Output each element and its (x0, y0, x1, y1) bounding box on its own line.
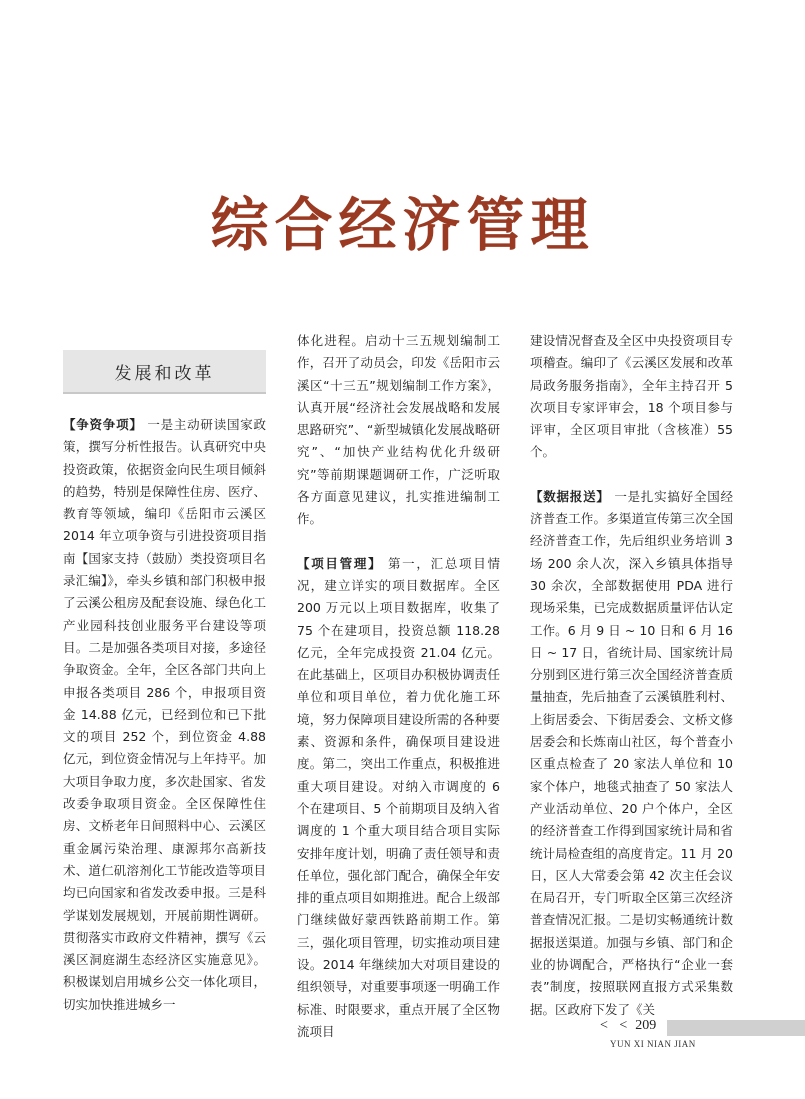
footer-bar (667, 1020, 805, 1036)
paragraph-project-management (297, 553, 500, 1044)
yearbook-name: YUN XI NIAN JIAN (610, 1039, 696, 1049)
text-column-3 (530, 330, 733, 1021)
section-heading (63, 350, 266, 394)
paragraph-continuation: 体化进程。启动十三五规划编制工作，召开了动员会，印发《岳阳市云溪区“十三五”规划编制工作方案》，认真开展“经济社会发展战略和发展思路研究”、“新型城镇化发展战略研究”、“加快产业结构优化升级研究”等前期课题调研工作，广泛听取各方面意见建议，扎实推进编制工作。 (297, 333, 500, 527)
paragraph-body: 第一，汇总项目情况，建立详实的项目数据库。全区 200 万元以上项目数据库，收集了 75 个在建项目，投资总额 118.28 亿元，全年完成投资 21.04 亿元。在此基础上，区项目办积极协调责任单位和项目单位，着力优化施工环境，努力保障项目建设所需的各种要素、资源和条件，确保项目建设进度。第二，突出工作重点，积极推进重大项目建设。对纳入市调度的 6 个在建项目、5 个前期项目及纳入省调度的 1 个重大项目结合项目实际安排年度计划，明确了责任领导和责任单位，强化部门配合，确保全年安排的重点项目如期推进。配合上级部门继续做好蒙西铁路前期工作。第三，强化项目管理，切实推动项目建设。2014 年继续加大对项目建设的组织领导，对重要事项逐一明确工作标准、时限要求，重点开展了全区物流项目 (297, 555, 500, 1039)
text-column-1 (63, 414, 266, 1016)
paragraph-body: 一是扎实搞好全国经济普查工作。多渠道宣传第三次全国经济普查工作，先后组织业务培训 3 场 200 余人次，深入乡镇具体指导 30 余次，全部数据使用 PDA 进行现场采集，已完成数据质量评估认定工作。6 月 9 日 ~ 10 日和 6 月 16 日 ~ 17 日，省统计局、国家统计局分别到区进行第三次全国经济普查质量抽查，先后抽查了云溪镇胜利村、上街居委会、下街居委会、文桥文修居委会和长炼南山社区，每个普查小区重点检查了 20 家法人单位和 10 家个体户，地毯式抽查了 50 家法人产业活动单位、20 户个体户，全区的经济普查工作得到国家统计局和省统计局检查组的高度肯定。11 月 20 日，区人大常委会第 42 次主任会议在局召开，专门听取全区第三次经济普查情况汇报。二是切实畅通统计数据报送渠道。加强与乡镇、部门和企业的协调配合，严格执行“企业一套表”制度，按照联网直报方式采集数据。区政府下发了《关 (530, 488, 733, 1017)
section-heading-label: 发展和改革 (114, 363, 215, 384)
page-number (600, 1018, 667, 1034)
page-number-value: 209 (635, 1018, 657, 1033)
paragraph-body: 一是主动研读国家政策，撰写分析性报告。认真研究中央投资政策，依据资金向民生项目倾斜的趋势，特别是保障性住房、医疗、教育等领域，编印《岳阳市云溪区 2014 年立项争资与引进投资项目指南【国家支持（鼓励）类投资项目名录汇编】》，牵头乡镇和部门积极申报了云溪公租房及配套设施、绿色化工产业园科技创业服务平台建设等项目。二是加强各类项目对接，多途径争取资金。全年，全区各部门共向上申报各类项目 286 个，申报项目资金 14.88 亿元，已经到位和已下批文的项目 252 个，到位资金 4.88 亿元，到位资金情况与上年持平。加大项目争取力度，多次赴国家、省发改委争取项目资金。全区保障性住房、文桥老年日间照料中心、云溪区重金属污染治理、康源邦尔高新技术、道仁矶溶剂化工节能改造等项目均已向国家和省发改委申报。三是科学谋划发展规划，开展前期性调研。贯彻落实市政府文件精神，撰写《云溪区洞庭湖生态经济区实施意见》。积极谋划启用城乡公交一体化项目，切实加快推进城乡一 (63, 417, 266, 1012)
paragraph-continuation: 建设情况督查及全区中央投资项目专项稽查。编印了《云溪区发展和改革局政务服务指南》，全年主持召开 5 次项目专家评审会，18 个项目参与评审，全区项目审批（含核准）55 个。 (530, 333, 733, 460)
page-title: 综合经济管理 (210, 191, 595, 259)
paragraph-fund-projects (63, 414, 266, 1016)
text-column-2 (297, 330, 500, 1043)
paragraph-data-reporting (530, 486, 733, 1021)
paragraph-tag: 【项目管理】 (297, 555, 383, 571)
paragraph-tag: 【争资争项】 (63, 417, 143, 432)
paragraph-tag: 【数据报送】 (530, 488, 610, 504)
page-arrows: < < (600, 1018, 632, 1033)
